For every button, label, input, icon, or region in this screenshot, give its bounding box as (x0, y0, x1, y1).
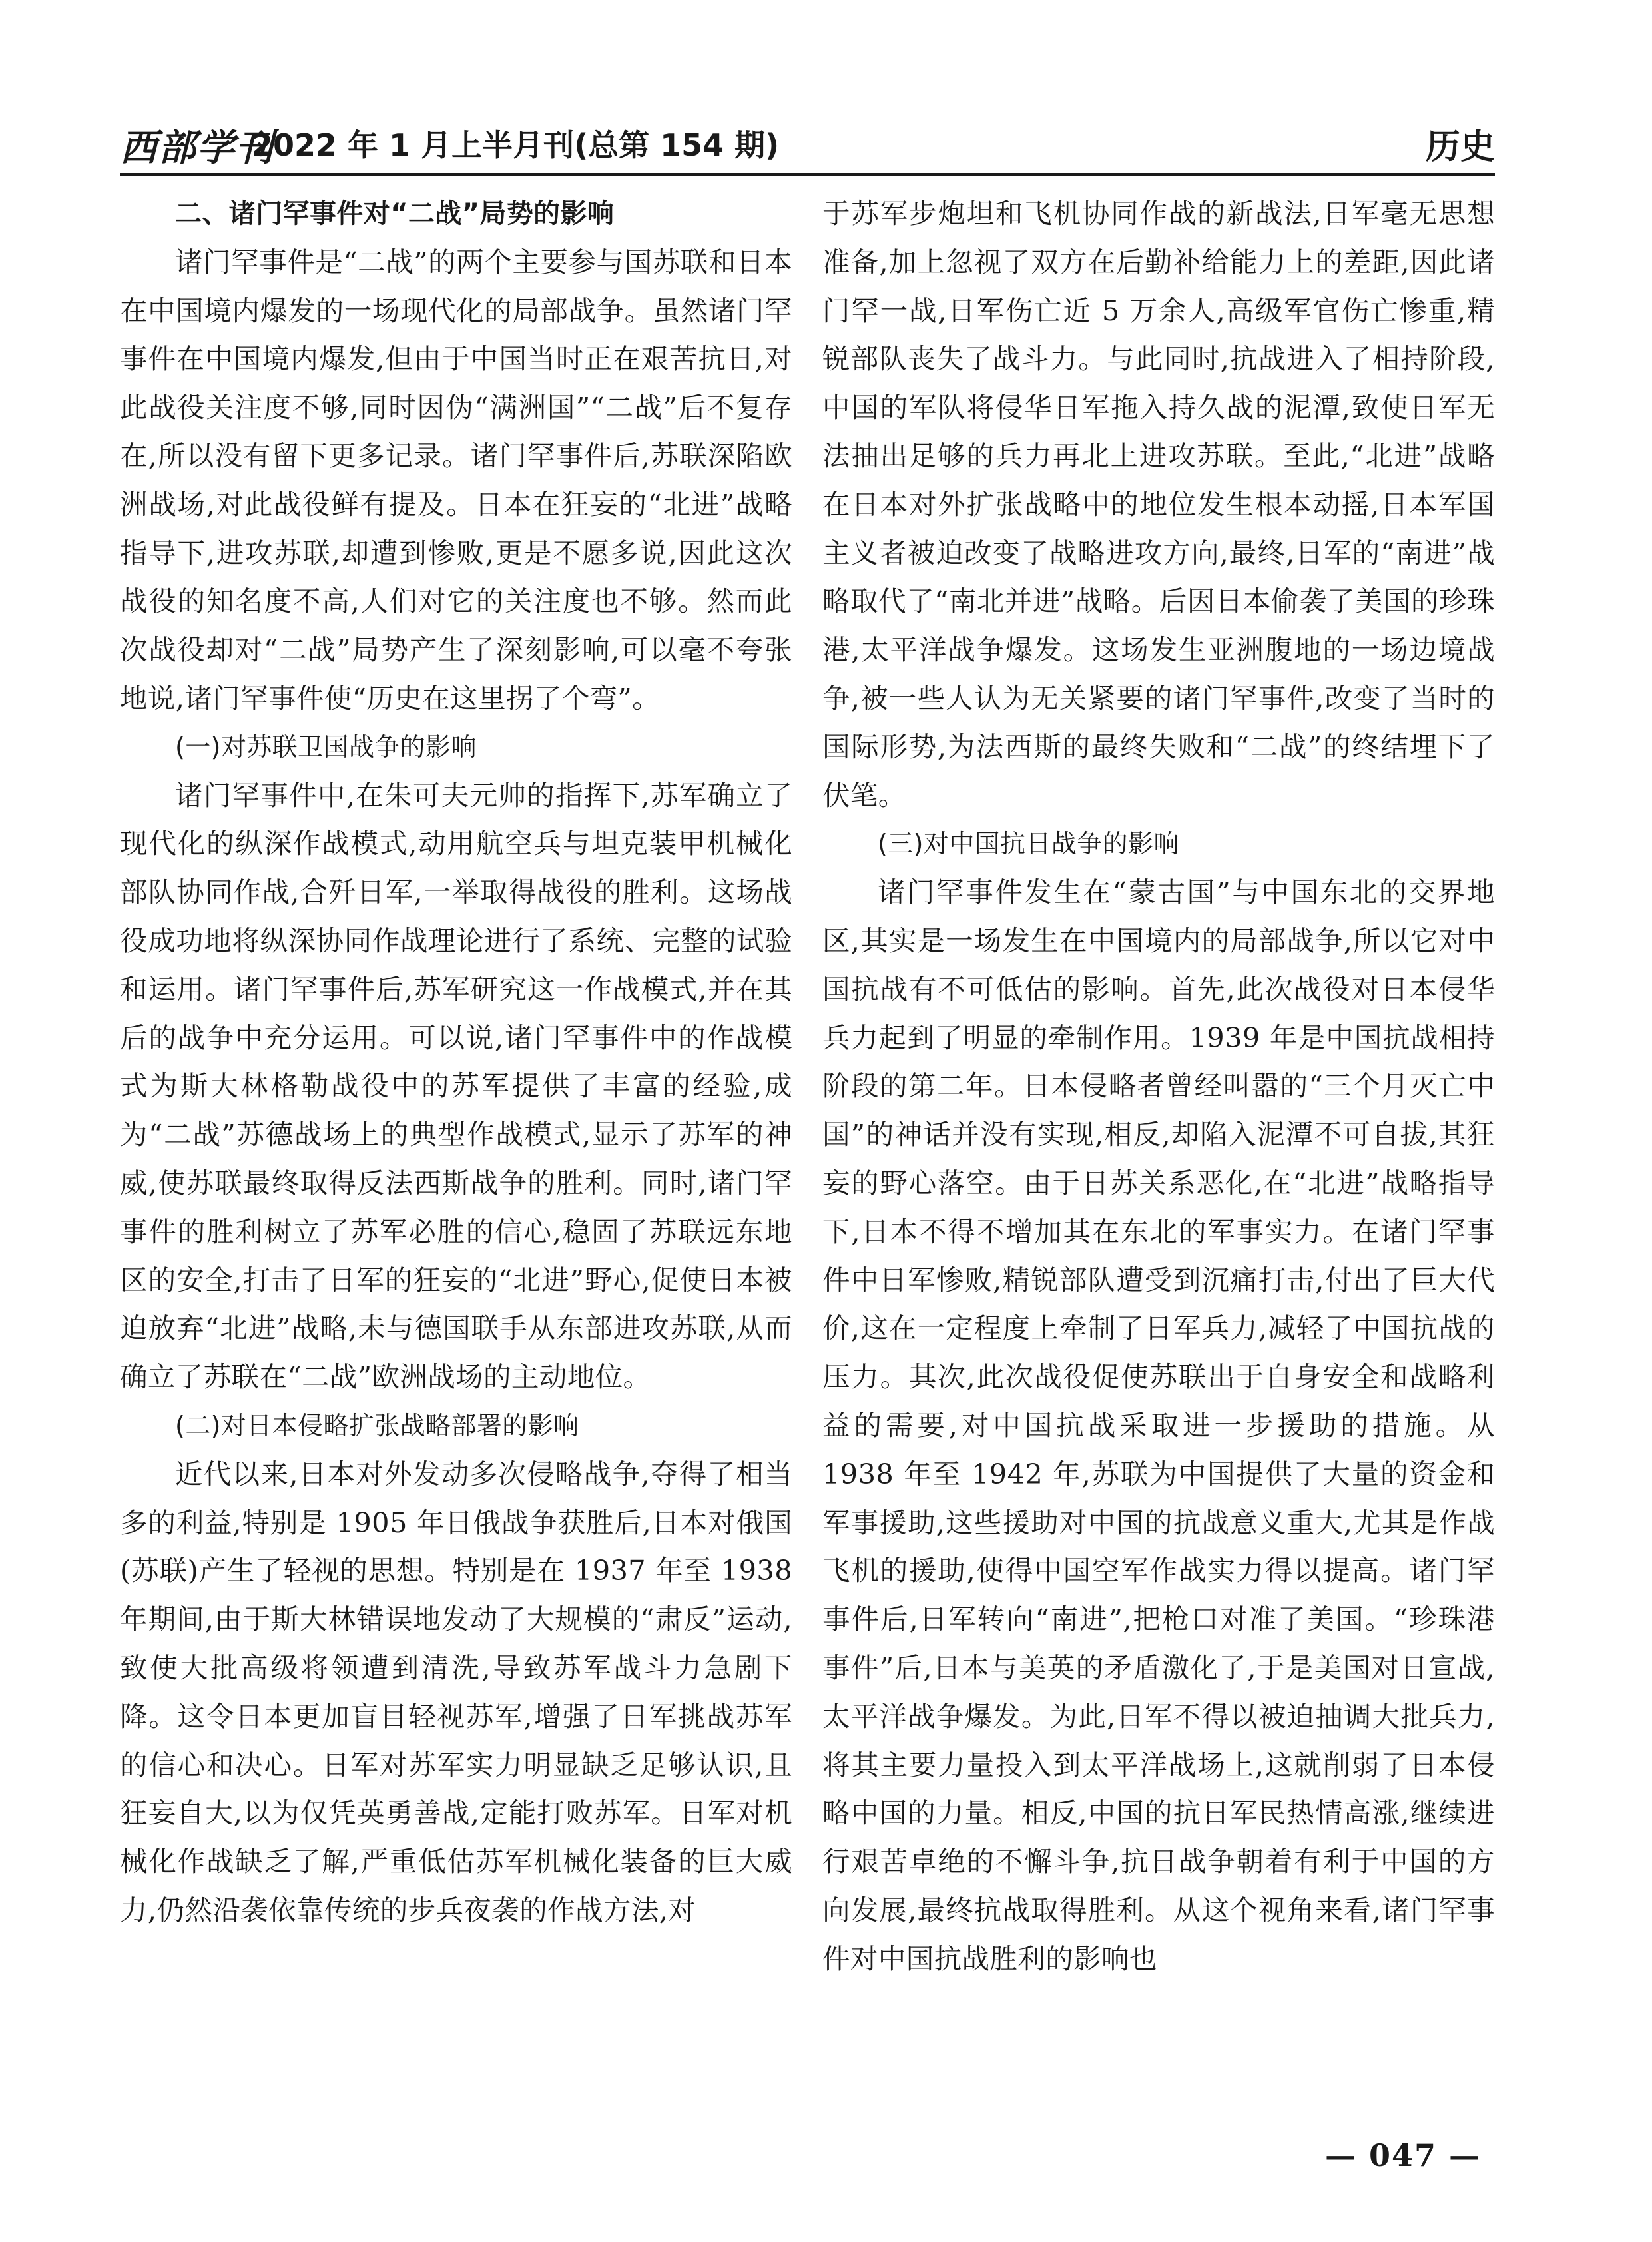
left-column (120, 190, 792, 1935)
subheading-soviet-war: (一)对苏联卫国战争的影响 (175, 732, 477, 762)
intro-paragraph: 诸门罕事件是“二战”的两个主要参与国苏联和日本在中国境内爆发的一场现代化的局部战争。虽然诸门罕事件在中国境内爆发,但由于中国当时正在艰苦抗日,对此战役关注度不够,同时因伪“满洲国”“二战”后不复存在,所以没有留下更多记录。诸门罕事件后,苏联深陷欧洲战场,对此战役鲜有提及。日本在狂妄的“北进”战略指导下,进攻苏联,却遭到惨败,更是不愿多说,因此这次战役的知名度不高,人们对它的关注度也不够。然而此次战役却对“二战”局势产生了深刻影响,可以毫不夸张地说,诸门罕事件使“历史在这里拐了个弯”。 (120, 245, 792, 714)
section-heading: 二、诸门罕事件对“二战”局势的影响 (175, 198, 615, 229)
subheading-china-war: (三)对中国抗日战争的影响 (878, 829, 1179, 859)
section-tag: 历史 (1425, 127, 1495, 167)
journal-logo: 西部学刊 (120, 126, 274, 170)
right-column (822, 190, 1495, 1983)
soviet-war-paragraph: 诸门罕事件中,在朱可夫元帅的指挥下,苏军确立了现代化的纵深作战模式,动用航空兵与坦克装甲机械化部队协同作战,合歼日军,一举取得战役的胜利。这场战役成功地将纵深协同作战理论进行了系统、完整的试验和运用。诸门罕事件后,苏军研究这一作战模式,并在其后的战争中充分运用。可以说,诸门罕事件中的作战模式为斯大林格勒战役中的苏军提供了丰富的经验,成为“二战”苏德战场上的典型作战模式,显示了苏军的神威,使苏联最终取得反法西斯战争的胜利。同时,诸门罕事件的胜利树立了苏军必胜的信心,稳固了苏联远东地区的安全,打击了日军的狂妄的“北进”野心,促使日本被迫放弃“北进”战略,未与德国联手从东部进攻苏联,从而确立了苏联在“二战”欧洲战场的主动地位。 (120, 778, 792, 1394)
subheading-japan-strategy: (二)对日本侵略扩张战略部署的影响 (175, 1410, 579, 1440)
china-war-paragraph: 诸门罕事件发生在“蒙古国”与中国东北的交界地区,其实是一场发生在中国境内的局部战争,所以它对中国抗战有不可低估的影响。首先,此次战役对日本侵华兵力起到了明显的牵制作用。1939 年是中国抗战相持阶段的第二年。日本侵略者曾经叫嚣的“三个月灭亡中国”的神话并没有实现,相反,却陷入泥潭不可自拔,其狂妄的野心落空。由于日苏关系恶化,在“北进”战略指导下,日本不得不增加其在东北的军事实力。在诸门罕事件中日军惨败,精锐部队遭受到沉痛打击,付出了巨大代价,这在一定程度上牵制了日军兵力,减轻了中国抗战的压力。其次,此次战役促使苏联出于自身安全和战略利益的需要,对中国抗战采取进一步援助的措施。从 1938 年至 1942 年,苏联为中国提供了大量的资金和军事援助,这些援助对中国的抗战意义重大,尤其是作战飞机的援助,使得中国空军作战实力得以提高。诸门罕事件后,日军转向“南进”,把枪口对准了美国。“珍珠港事件”后,日本与美英的矛盾激化了,于是美国对日宣战,太平洋战争爆发。为此,日军不得以被迫抽调大批兵力,将其主要力量投入到太平洋战场上,这就削弱了日本侵略中国的力量。相反,中国的抗日军民热情高涨,继续进行艰苦卓绝的不懈斗争,抗日战争朝着有利于中国的方向发展,最终抗战取得胜利。从这个视角来看,诸门罕事件对中国抗战胜利的影响也 (822, 876, 1495, 1975)
issue-info: 2022 年 1 月上半月刊(总第 154 期) (252, 127, 780, 163)
page-header (120, 107, 1495, 176)
page-number: — 047 — (1325, 2137, 1482, 2173)
continuation-paragraph: 于苏军步炮坦和飞机协同作战的新战法,日军毫无思想准备,加上忽视了双方在后勤补给能力上的差距,因此诸门罕一战,日军伤亡近 5 万余人,高级军官伤亡惨重,精锐部队丧失了战斗力。与此同时,抗战进入了相持阶段,中国的军队将侵华日军拖入持久战的泥潭,致使日军无法抽出足够的兵力再北上进攻苏联。至此,“北进”战略在日本对外扩张战略中的地位发生根本动摇,日本军国主义者被迫改变了战略进攻方向,最终,日军的“南进”战略取代了“南北并进”战略。后因日本偷袭了美国的珍珠港,太平洋战争爆发。这场发生亚洲腹地的一场边境战争,被一些人认为无关紧要的诸门罕事件,改变了当时的国际形势,为法西斯的最终失败和“二战”的终结埋下了伏笔。 (822, 197, 1495, 812)
japan-strategy-paragraph: 近代以来,日本对外发动多次侵略战争,夺得了相当多的利益,特别是 1905 年日俄战争获胜后,日本对俄国(苏联)产生了轻视的思想。特别是在 1937 年至 1938 年期间,由于斯大林错误地发动了大规模的“肃反”运动,致使大批高级将领遭到清洗,导致苏军战斗力急剧下降。这令日本更加盲目轻视苏军,增强了日军挑战苏军的信心和决心。日军对苏军实力明显缺乏足够认识,且狂妄自大,以为仅凭英勇善战,定能打败苏军。日军对机械化作战缺乏了解,严重低估苏军机械化装备的巨大威力,仍然沿袭依靠传统的步兵夜袭的作战方法,对 (120, 1457, 792, 1926)
